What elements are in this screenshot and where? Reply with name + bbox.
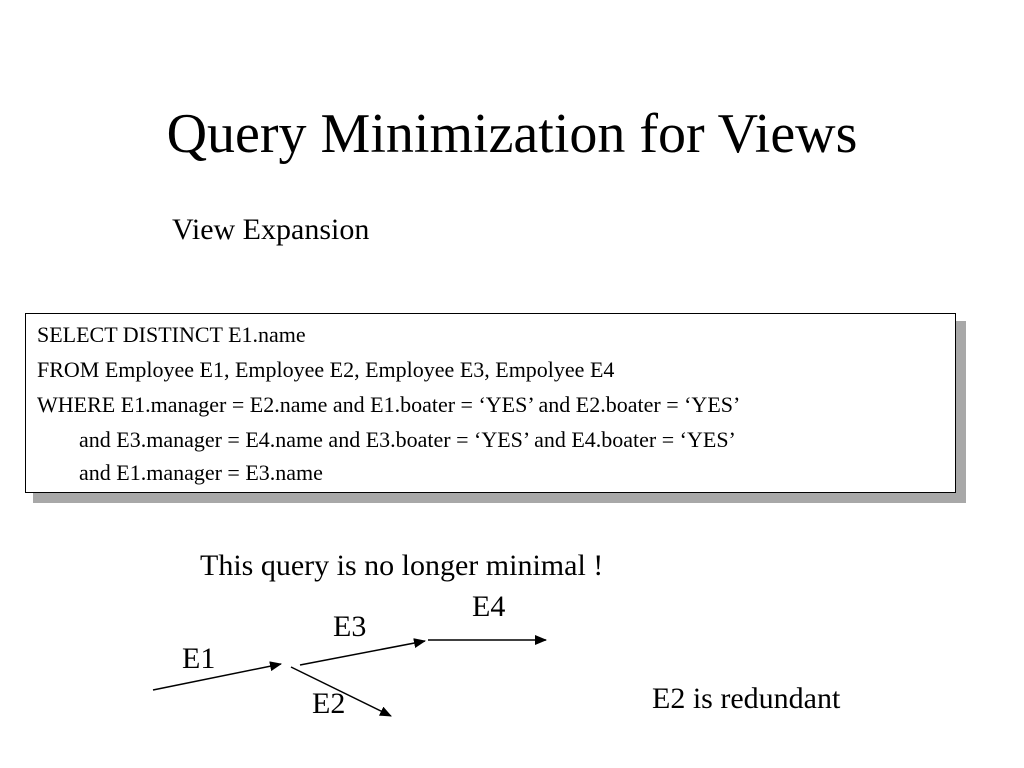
edge-e1 xyxy=(153,664,281,690)
redundancy-conclusion: E2 is redundant xyxy=(652,682,841,715)
query-line-condition-2: and E3.manager = E4.name and E3.boater = ‘YES’ and E4.boater = ‘YES’ xyxy=(79,427,736,452)
query-line-where: WHERE E1.manager = E2.name and E1.boater = ‘YES’ and E2.boater = ‘YES’ xyxy=(37,392,741,417)
query-line-select: SELECT DISTINCT E1.name xyxy=(37,322,306,347)
query-line-from: FROM Employee E1, Employee E2, Employee E3, Empolyee E4 xyxy=(37,357,615,382)
slide-title: Query Minimization for Views xyxy=(166,103,858,165)
node-label-e1: E1 xyxy=(182,642,216,675)
query-line-condition-3: and E1.manager = E3.name xyxy=(79,460,323,485)
slide-subtitle: View Expansion xyxy=(172,213,370,246)
node-label-e2: E2 xyxy=(312,687,346,720)
node-label-e4: E4 xyxy=(472,590,506,623)
minimality-note: This query is no longer minimal ! xyxy=(200,549,604,582)
node-label-e3: E3 xyxy=(333,610,367,643)
